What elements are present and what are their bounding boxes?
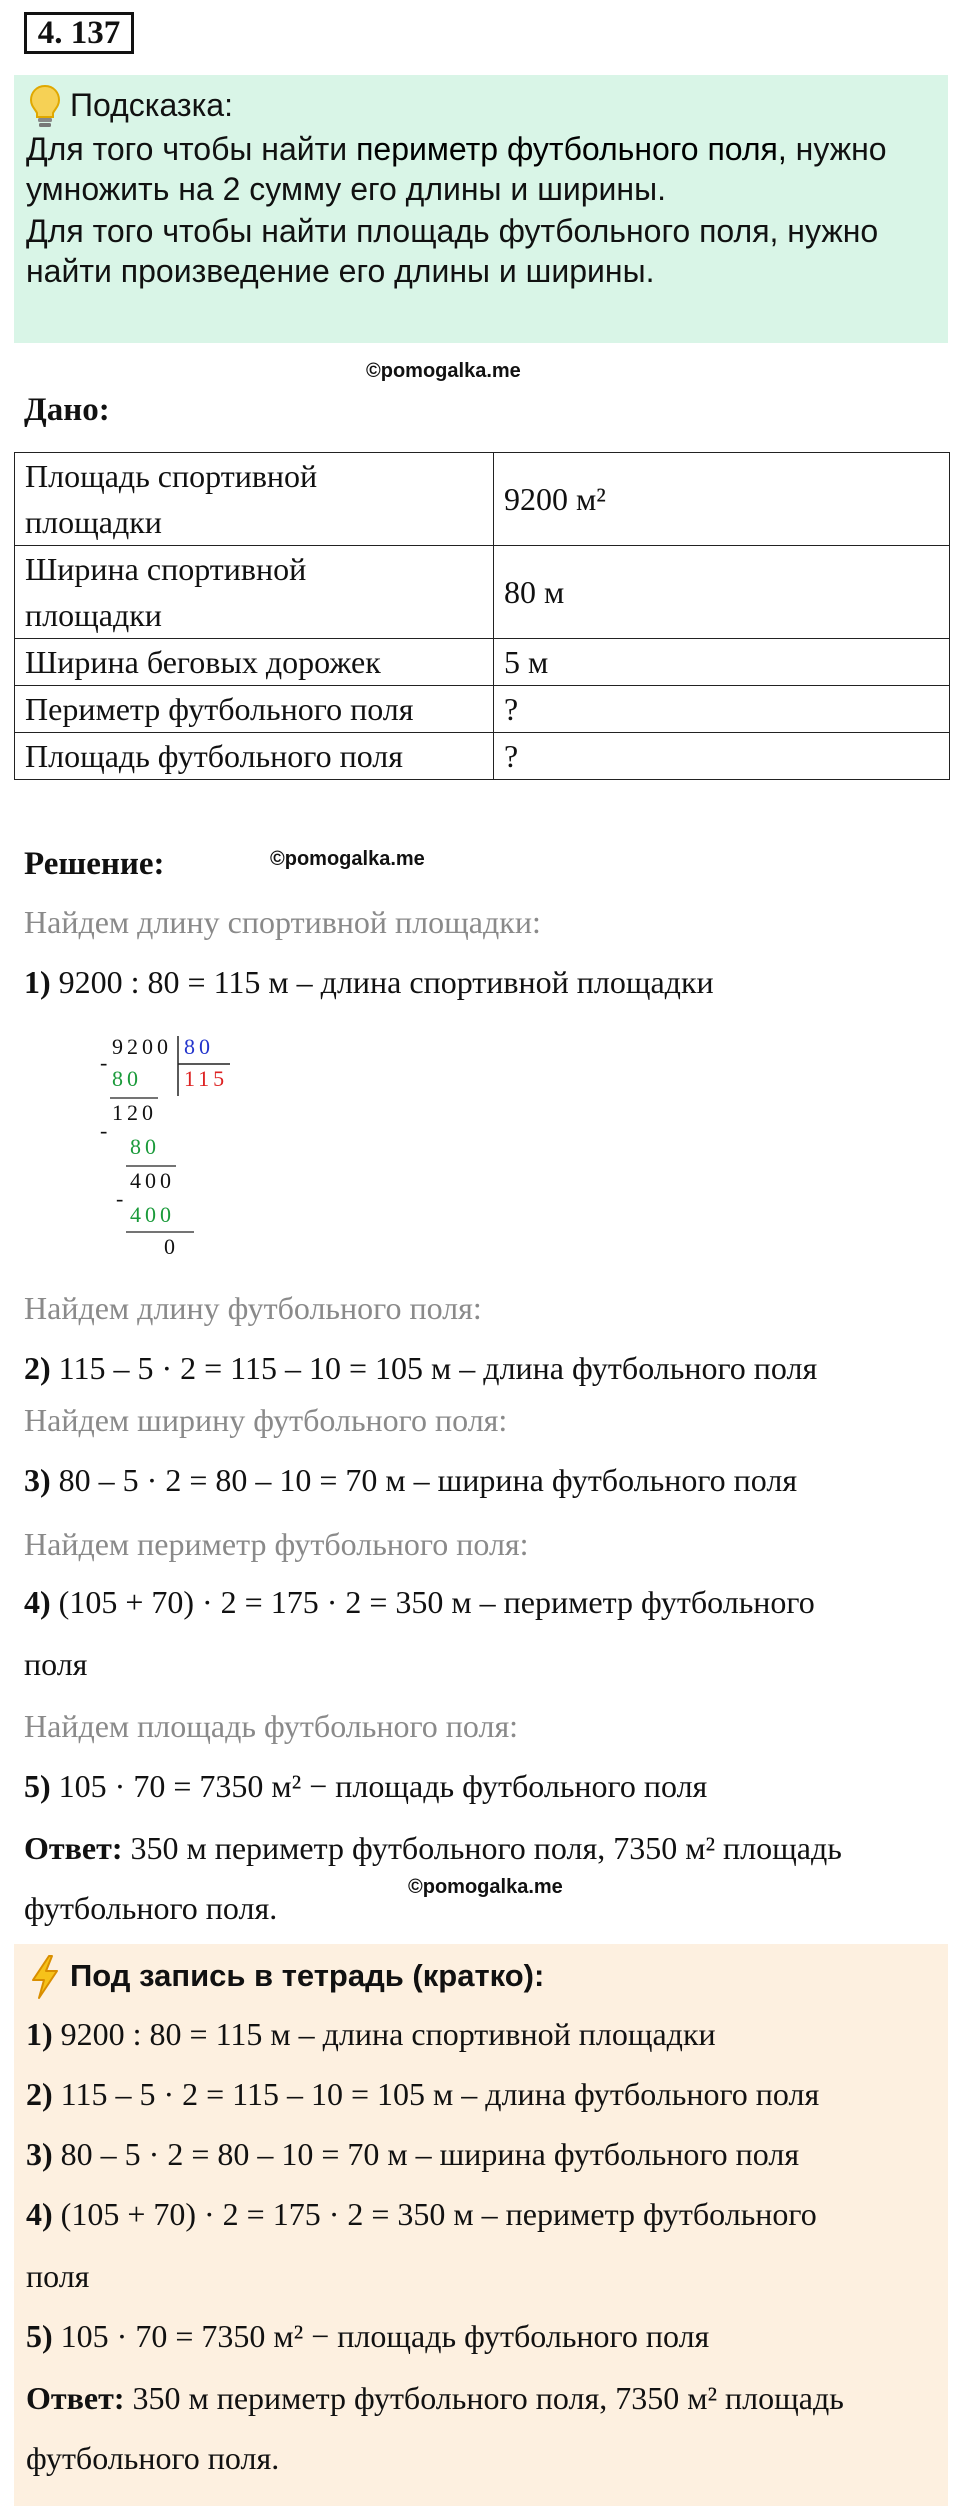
notes-step-2: 2) 115 – 5 · 2 = 115 – 10 = 105 м – длина футбольного поля xyxy=(26,2076,820,2112)
notes-step-5: 5) 105 · 70 = 7350 м² − площадь футбольного поля xyxy=(26,2318,710,2354)
solution-answer-cont: футбольного поля. xyxy=(24,1890,278,1926)
table-row xyxy=(15,639,950,686)
notes-step-1: 1) 9200 : 80 = 115 м – длина спортивной площадки xyxy=(26,2016,716,2052)
division-minus: - xyxy=(100,1118,112,1143)
division-subtrahend-2: 80 xyxy=(130,1134,160,1159)
step-heading: Найдем периметр футбольного поля: xyxy=(24,1526,529,1562)
table-cell-name: Ширина спортивной площадки xyxy=(15,546,494,639)
table-cell-value: ? xyxy=(494,686,950,733)
table-cell-value: 5 м xyxy=(494,639,950,686)
solution-answer: Ответ: 350 м периметр футбольного поля, 7350 м² площадь xyxy=(24,1830,842,1866)
division-subtrahend-1: 80 xyxy=(112,1066,142,1091)
division-remainder-2: 400 xyxy=(130,1168,175,1193)
notes-step-4: 4) (105 + 70) · 2 = 175 · 2 = 350 м – периметр футбольного xyxy=(26,2196,817,2232)
solution-step-1: 1) 9200 : 80 = 115 м – длина спортивной площадки xyxy=(24,964,714,1000)
long-division xyxy=(98,1034,258,1264)
step-heading: Найдем длину футбольного поля: xyxy=(24,1290,482,1326)
table-cell-value: 9200 м² xyxy=(494,453,950,546)
given-table xyxy=(14,452,950,780)
table-cell-name: Площадь футбольного поля xyxy=(15,733,494,780)
solution-step-4: 4) (105 + 70) · 2 = 175 · 2 = 350 м – периметр футбольного xyxy=(24,1584,815,1620)
division-remainder-3: 0 xyxy=(164,1234,179,1259)
hint-line-2: умножить на 2 сумму его длины и ширины. xyxy=(26,171,666,207)
notes-step-4-cont: поля xyxy=(26,2258,90,2294)
hint-line-1: Для того чтобы найти периметр футбольного поля, нужно xyxy=(26,131,887,167)
division-dividend: 9200 xyxy=(112,1034,172,1059)
given-label: Дано: xyxy=(24,392,110,428)
solution-label: Решение: xyxy=(24,846,165,882)
table-row xyxy=(15,453,950,546)
hint-title: Подсказка: xyxy=(70,87,233,123)
notes-title: Под запись в тетрадь (кратко): xyxy=(70,1958,545,1993)
division-minus: - xyxy=(116,1186,128,1211)
table-cell-name: Ширина беговых дорожек xyxy=(15,639,494,686)
solution-step-3: 3) 80 – 5 · 2 = 80 – 10 = 70 м – ширина футбольного поля xyxy=(24,1462,798,1498)
hint-line-3: Для того чтобы найти площадь футбольного поля, нужно xyxy=(26,213,879,249)
table-cell-value: ? xyxy=(494,733,950,780)
solution-step-4-cont: поля xyxy=(24,1646,88,1682)
watermark: ©pomogalka.me xyxy=(366,360,521,382)
table-cell-name: Площадь спортивной площадки xyxy=(15,453,494,546)
table-row xyxy=(15,686,950,733)
table-cell-value: 80 м xyxy=(494,546,950,639)
lightning-icon xyxy=(28,1954,62,2000)
division-remainder-1: 120 xyxy=(112,1100,157,1125)
hint-box xyxy=(14,75,948,343)
hint-line-4: найти произведение его длины и ширины. xyxy=(26,253,655,289)
table-row xyxy=(15,546,950,639)
step-heading: Найдем длину спортивной площадки: xyxy=(24,904,541,940)
solution-step-2: 2) 115 – 5 · 2 = 115 – 10 = 105 м – длина футбольного поля xyxy=(24,1350,818,1386)
step-heading: Найдем площадь футбольного поля: xyxy=(24,1708,519,1744)
watermark: ©pomogalka.me xyxy=(408,1876,563,1898)
notebook-summary-box xyxy=(14,1944,948,2506)
step-heading: Найдем ширину футбольного поля: xyxy=(24,1402,508,1438)
notes-answer-cont: футбольного поля. xyxy=(26,2440,280,2476)
watermark: ©pomogalka.me xyxy=(270,848,425,870)
division-divisor: 80 xyxy=(184,1034,214,1059)
lightbulb-icon xyxy=(28,83,62,129)
problem-number: 4. 137 xyxy=(24,12,134,54)
table-cell-name: Периметр футбольного поля xyxy=(15,686,494,733)
solution-step-5: 5) 105 · 70 = 7350 м² − площадь футбольного поля xyxy=(24,1768,708,1804)
division-subtrahend-3: 400 xyxy=(130,1202,175,1227)
division-quotient: 115 xyxy=(184,1066,229,1091)
division-lines xyxy=(98,1034,258,1264)
notes-answer: Ответ: 350 м периметр футбольного поля, 7350 м² площадь xyxy=(26,2380,844,2416)
notes-step-3: 3) 80 – 5 · 2 = 80 – 10 = 70 м – ширина футбольного поля xyxy=(26,2136,800,2172)
division-minus: - xyxy=(100,1050,112,1075)
table-row xyxy=(15,733,950,780)
